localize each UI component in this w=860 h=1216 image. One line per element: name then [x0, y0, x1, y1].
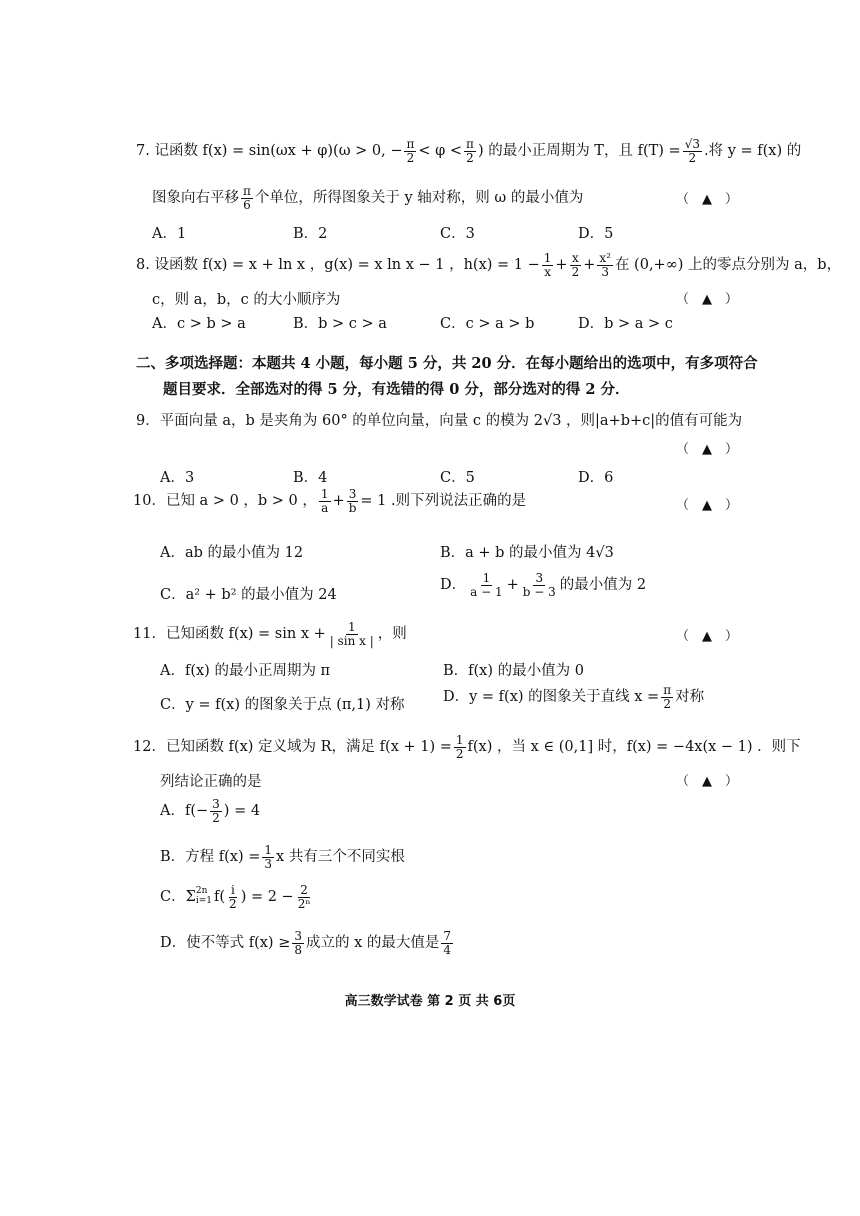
q8-text-b: 在 (0,+∞) 上的零点分别为 a，b，	[614, 257, 842, 274]
q8-option-c: C．c > a > b	[440, 316, 535, 332]
denominator: 2	[406, 150, 415, 165]
q7-line2-b: 个单位，所得图象关于 y 轴对称，则 ω 的最小值为	[254, 190, 584, 207]
q12-text-a: 已知函数 f(x) 定义域为 R，满足 f(x + 1) =	[165, 739, 452, 756]
fraction	[296, 884, 313, 910]
numerator: π	[663, 683, 672, 697]
fraction	[404, 138, 416, 164]
fraction	[210, 798, 222, 824]
q7-text-a: 记函数 f(x) = sin(ωx + φ)(ω > 0, −	[154, 143, 403, 160]
denominator: 2	[663, 696, 671, 711]
denominator: a	[321, 500, 329, 515]
denominator: 2	[466, 150, 474, 165]
numerator: 1	[347, 620, 356, 634]
fraction	[542, 252, 554, 278]
q10-number: 10．	[133, 493, 166, 510]
q7-line2	[152, 185, 583, 211]
numerator: π	[466, 137, 474, 151]
q10-answer-mark: （ ▲ ）	[676, 498, 738, 513]
plus-sign: +	[506, 577, 519, 594]
q12-option-d-text-a: D．使不等式 f(x) ≥	[160, 935, 291, 952]
q12-line2: 列结论正确的是	[160, 774, 262, 790]
q11-option-a: A．f(x) 的最小正周期为 π	[160, 663, 331, 679]
q7-option-d: D．5	[578, 226, 614, 242]
numerator: 1	[455, 733, 464, 747]
q9-option-b: B．4	[293, 470, 328, 486]
fraction	[241, 185, 253, 211]
q7-option-b: B．2	[293, 226, 328, 242]
q12-answer-mark: （ ▲ ）	[676, 774, 738, 789]
numerator: 1	[320, 487, 329, 501]
numerator: 2	[300, 883, 308, 897]
q10-option-d-text: 的最小值为 2	[559, 577, 647, 594]
q7-option-c: C．3	[440, 226, 475, 242]
q12-option-a	[160, 798, 260, 824]
q9-option-c: C．5	[440, 470, 475, 486]
q11-text-a: 已知函数 f(x) = sin x +	[165, 626, 326, 643]
denominator: 2	[455, 746, 464, 761]
q10-option-d-label: D．	[440, 577, 467, 594]
q12-option-a-text-b: ) = 4	[223, 803, 261, 820]
plus-sign: +	[332, 493, 345, 510]
q9-number: 9．	[136, 413, 160, 429]
numerator: x	[572, 251, 579, 265]
q10-option-b: B．a + b 的最小值为 4√3	[440, 545, 614, 561]
q9-line	[136, 409, 742, 430]
q8-answer-mark: （ ▲ ）	[676, 292, 738, 307]
q10-text-b: = 1 .则下列说法正确的是	[360, 493, 527, 510]
q7-text-c: ) 的最小正周期为 T，且 f(T) =	[477, 143, 681, 160]
q9-option-a: A．3	[160, 470, 195, 486]
q8-option-d: D．b > a > c	[578, 316, 673, 332]
fraction	[597, 252, 613, 278]
fraction	[468, 572, 504, 598]
fraction	[319, 488, 331, 514]
numerator: 7	[443, 929, 452, 943]
fraction	[227, 884, 239, 910]
q12-option-b	[160, 844, 405, 870]
denominator: | sin x |	[329, 633, 374, 648]
q11-option-d-text-b: 对称	[675, 689, 705, 706]
q7-answer-mark: （ ▲ ）	[676, 192, 738, 207]
numerator: 3	[535, 571, 544, 585]
denominator: x	[544, 264, 551, 279]
denominator: a − 1	[470, 584, 503, 599]
q12-option-d-text-b: 成立的 x 的最大值是	[306, 935, 440, 952]
q10-text-a: 已知 a > 0 ，b > 0 ，	[165, 493, 317, 510]
q8-line1	[136, 252, 841, 278]
denominator: 3	[601, 264, 609, 279]
q7-option-a: A．1	[152, 226, 187, 242]
numerator: 1	[482, 571, 491, 585]
q12-option-c-label: C．Σ	[160, 889, 196, 906]
plus-sign: +	[555, 257, 568, 274]
q9-option-d: D．6	[578, 470, 614, 486]
fraction	[661, 684, 673, 710]
plus-sign: +	[583, 257, 596, 274]
q10-option-a: A．ab 的最小值为 12	[160, 545, 304, 561]
q11-line	[133, 621, 407, 647]
sum-lower-limit: i=1	[195, 896, 213, 907]
numerator: 3	[348, 487, 357, 501]
section2-heading-line1: 二、多项选择题：本题共 4 小题，每小题 5 分，共 20 分．在每小题给出的选项中，有多项符合	[136, 355, 758, 372]
denominator: 4	[443, 942, 452, 957]
q12-option-c-text-a: f(	[214, 889, 226, 906]
summation-limits	[196, 887, 212, 907]
q11-option-c: C．y = f(x) 的图象关于点 (π,1) 对称	[160, 697, 405, 713]
numerator: π	[406, 137, 415, 151]
q12-number: 12．	[133, 739, 166, 756]
q7-line2-a: 图象向右平移	[152, 190, 239, 207]
fraction	[441, 930, 453, 956]
numerator: i	[230, 883, 235, 897]
denominator: 3	[264, 856, 273, 871]
q7-line1	[136, 138, 801, 164]
q8-line2: c，则 a，b，c 的大小顺序为	[152, 292, 341, 308]
fraction	[570, 252, 582, 278]
numerator: 3	[294, 929, 302, 943]
denominator: b − 3	[522, 584, 556, 599]
q10-option-d	[440, 572, 646, 598]
fraction	[683, 138, 702, 164]
q8-option-b: B．b > c > a	[293, 316, 387, 332]
fraction	[292, 930, 304, 956]
denominator: 6	[243, 197, 251, 212]
q10-line	[133, 488, 526, 514]
q7-number: 7.	[136, 143, 150, 160]
q7-text-b: < φ <	[418, 143, 463, 160]
q12-option-c-text-b: ) = 2 −	[240, 889, 294, 906]
q10-option-c: C．a² + b² 的最小值为 24	[160, 587, 337, 603]
numerator: 1	[264, 843, 273, 857]
q9-answer-mark: （ ▲ ）	[676, 442, 738, 457]
denominator: 2	[212, 810, 220, 825]
numerator: π	[243, 184, 251, 198]
fraction	[262, 844, 274, 870]
q12-text-b: f(x) ，当 x ∈ (0,1] 时，f(x) = −4x(x − 1) ．则下	[467, 739, 801, 756]
section2-heading-line2: 题目要求．全部选对的得 5 分，有选错的得 0 分，部分选对的得 2 分．	[163, 381, 630, 398]
q8-option-a: A．c > b > a	[152, 316, 246, 332]
q12-option-b-text-b: x 共有三个不同实根	[276, 849, 405, 866]
q11-text-b: ，则	[377, 626, 407, 643]
denominator: 2ⁿ	[297, 896, 311, 911]
numerator: x²	[599, 251, 611, 265]
q11-number: 11．	[133, 626, 166, 643]
fraction	[454, 734, 466, 760]
fraction	[464, 138, 476, 164]
q11-answer-mark: （ ▲ ）	[676, 629, 738, 644]
denominator: 2	[571, 264, 580, 279]
page-footer: 高三数学试卷 第 2 页 共 6页	[344, 994, 516, 1009]
denominator: b	[348, 500, 357, 515]
denominator: 2	[688, 150, 697, 165]
numerator: 3	[212, 797, 220, 811]
fraction	[521, 572, 558, 598]
q8-number: 8.	[136, 257, 150, 274]
q12-line1	[133, 734, 801, 760]
numerator: √3	[684, 137, 700, 151]
q12-option-b-text-a: B．方程 f(x) =	[160, 849, 261, 866]
fraction	[347, 488, 359, 514]
q11-option-b: B．f(x) 的最小值为 0	[443, 663, 584, 679]
fraction	[328, 621, 376, 647]
q12-option-d	[160, 930, 455, 956]
q8-text-a: 设函数 f(x) = x + ln x ，g(x) = x ln x − 1 ，h(x) = 1 −	[154, 257, 540, 274]
q9-text: 平面向量 a，b 是夹角为 60° 的单位向量，向量 c 的模为 2√3 ，则|a+b+c|的值有可能为	[159, 413, 743, 429]
numerator: 1	[543, 251, 552, 265]
q12-option-a-text-a: A．f(−	[160, 803, 209, 820]
q11-option-d-text-a: D．y = f(x) 的图象关于直线 x =	[443, 689, 660, 706]
denominator: 2	[229, 896, 237, 911]
q7-text-d: .将 y = f(x) 的	[703, 143, 802, 160]
denominator: 8	[294, 942, 302, 957]
sum-upper-limit: 2n	[195, 886, 208, 897]
q12-option-c	[160, 884, 315, 910]
q11-option-d	[443, 684, 704, 710]
